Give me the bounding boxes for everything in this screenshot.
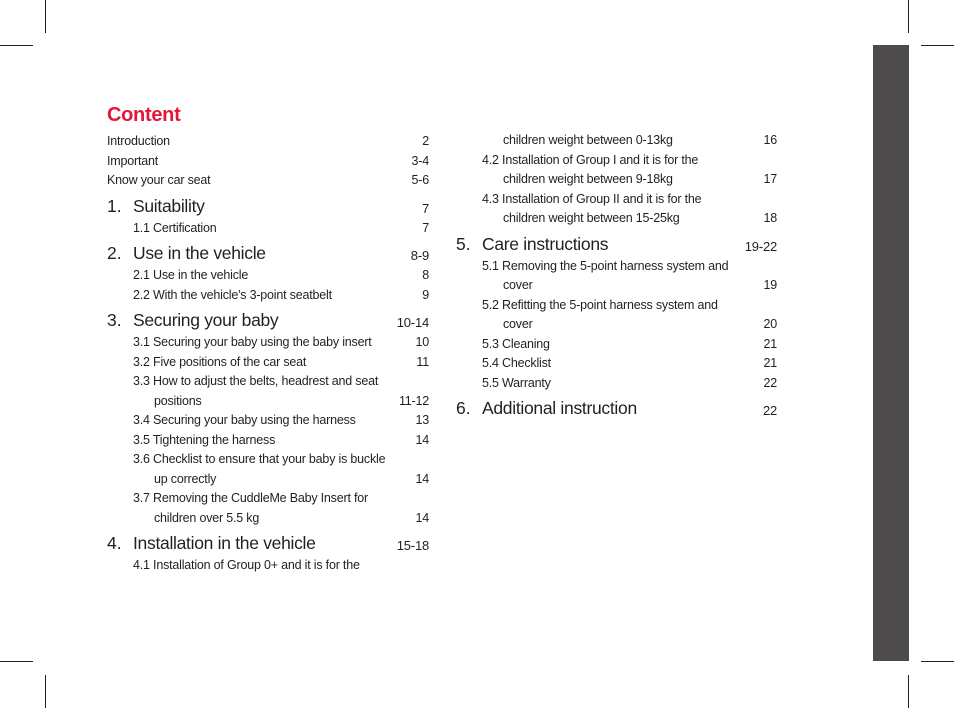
toc-entry (107, 413, 429, 433)
toc-entry (456, 192, 777, 212)
toc-entry (107, 511, 429, 531)
section-number: 4. (107, 533, 122, 553)
entry-title: 3.6 Checklist to ensure that your baby is buckle (133, 452, 386, 466)
entry-title: 3.5 Tightening the harness (133, 432, 276, 447)
page-number: 11-12 (398, 393, 429, 408)
entry-title: 5.4 Checklist (482, 356, 551, 370)
toc-section (107, 243, 429, 268)
entry-title: 3.4 Securing your baby using the harness (133, 413, 356, 427)
toc-entry (456, 133, 777, 153)
entry-title: Introduction (107, 134, 170, 148)
section-title: Care instructions (482, 233, 609, 254)
side-tab (873, 45, 909, 661)
toc-entry (107, 134, 429, 154)
toc-entry (107, 355, 429, 375)
toc-entry (456, 278, 777, 298)
section-number: 1. (107, 195, 122, 216)
entry-title: 4.2 Installation of Group I and it is for the (482, 152, 699, 167)
entry-title: Important (107, 153, 159, 168)
section-title: Suitability (133, 195, 205, 216)
page-number: 11 (416, 354, 429, 369)
section-number: 6. (456, 398, 471, 418)
page-number: 19 (763, 278, 777, 292)
crop-mark (0, 661, 33, 662)
crop-mark (908, 675, 909, 708)
page-number: 21 (763, 356, 777, 370)
toc-entry (107, 491, 429, 511)
section-title: Additional instruction (482, 398, 637, 418)
page-number: 3-4 (411, 153, 429, 168)
toc-entry (456, 172, 777, 192)
page-number: 14 (415, 432, 429, 447)
toc-entry (107, 154, 429, 174)
crop-mark (45, 0, 46, 33)
page-number: 14 (415, 510, 429, 525)
page-number: 7 (422, 220, 429, 235)
page-number: 9 (422, 287, 429, 302)
page-number: 7 (421, 200, 429, 216)
entry-title: 3.1 Securing your baby using the baby insert (133, 335, 372, 349)
entry-title: children weight between 0-13kg (503, 133, 673, 147)
page-number: 2 (422, 134, 429, 148)
page-number: 16 (763, 133, 777, 147)
page-title: Content (107, 104, 181, 126)
page-number: 13 (415, 413, 429, 427)
section-title: Use in the vehicle (133, 243, 266, 263)
entry-title: 4.1 Installation of Group 0+ and it is for the (133, 558, 360, 572)
section-number: 5. (456, 233, 471, 254)
page-number: 8 (422, 268, 429, 282)
section-number: 2. (107, 243, 122, 263)
entry-title: 2.2 With the vehicle's 3-point seatbelt (133, 287, 332, 302)
toc-entry (107, 394, 429, 414)
entry-title: 3.7 Removing the CuddleMe Baby Insert for (133, 491, 368, 505)
entry-title: children weight between 15-25kg (503, 211, 680, 225)
section-title: Securing your baby (133, 310, 279, 330)
toc-entry (107, 374, 429, 394)
toc-entry (107, 268, 429, 288)
crop-mark (0, 45, 33, 46)
page-number: 10 (415, 335, 429, 349)
toc-entry (107, 335, 429, 355)
entry-title: positions (154, 393, 202, 408)
toc-entry (107, 173, 429, 193)
page-number: 22 (762, 403, 777, 418)
entry-title: 5.3 Cleaning (482, 336, 550, 351)
toc-entry (456, 153, 777, 173)
entry-title: 1.1 Certification (133, 220, 217, 235)
toc-entry (456, 298, 777, 318)
toc-entry (456, 356, 777, 376)
page-number: 15-18 (396, 538, 429, 553)
toc-entry (456, 259, 777, 279)
entry-title: cover (503, 278, 533, 292)
entry-title: children over 5.5 kg (154, 510, 260, 525)
toc-entry (107, 452, 429, 472)
section-title: Installation in the vehicle (133, 533, 316, 553)
page-number: 20 (763, 317, 777, 331)
page-number: 21 (763, 336, 777, 351)
toc-entry (456, 211, 777, 231)
section-number: 3. (107, 310, 122, 330)
toc-entry (107, 288, 429, 308)
entry-title: children weight between 9-18kg (503, 172, 673, 186)
entry-title: Know your car seat (107, 173, 211, 187)
entry-title: 3.2 Five positions of the car seat (133, 354, 307, 369)
entry-title: 2.1 Use in the vehicle (133, 268, 249, 282)
toc-entry (107, 433, 429, 453)
toc-entry (107, 221, 429, 241)
page-number: 22 (763, 375, 777, 390)
page-number: 5-6 (411, 173, 429, 187)
page-number: 19-22 (744, 238, 777, 254)
entry-title: up correctly (154, 471, 217, 486)
entry-title: 5.2 Refitting the 5-point harness system and (482, 297, 718, 312)
entry-title: 3.3 How to adjust the belts, headrest and seat (133, 374, 379, 388)
crop-mark (908, 0, 909, 33)
page-number: 10-14 (396, 315, 429, 330)
toc-section (107, 196, 429, 221)
page-number: 18 (763, 211, 777, 225)
toc-entry (456, 376, 777, 396)
toc-section (107, 310, 429, 335)
page-number: 17 (763, 172, 777, 186)
crop-mark (921, 661, 954, 662)
page-number: 8-9 (410, 248, 429, 263)
toc-entry (456, 317, 777, 337)
toc-section (456, 234, 777, 259)
toc-entry (456, 337, 777, 357)
crop-mark (45, 675, 46, 708)
toc-entry (107, 558, 429, 578)
entry-title: cover (503, 317, 533, 331)
toc-section (456, 398, 777, 423)
toc-entry (107, 472, 429, 492)
entry-title: 5.5 Warranty (482, 375, 551, 390)
crop-mark (921, 45, 954, 46)
page-number: 14 (415, 471, 429, 486)
entry-title: 4.3 Installation of Group II and it is for the (482, 191, 702, 206)
toc-section (107, 533, 429, 558)
entry-title: 5.1 Removing the 5-point harness system and (482, 258, 729, 273)
